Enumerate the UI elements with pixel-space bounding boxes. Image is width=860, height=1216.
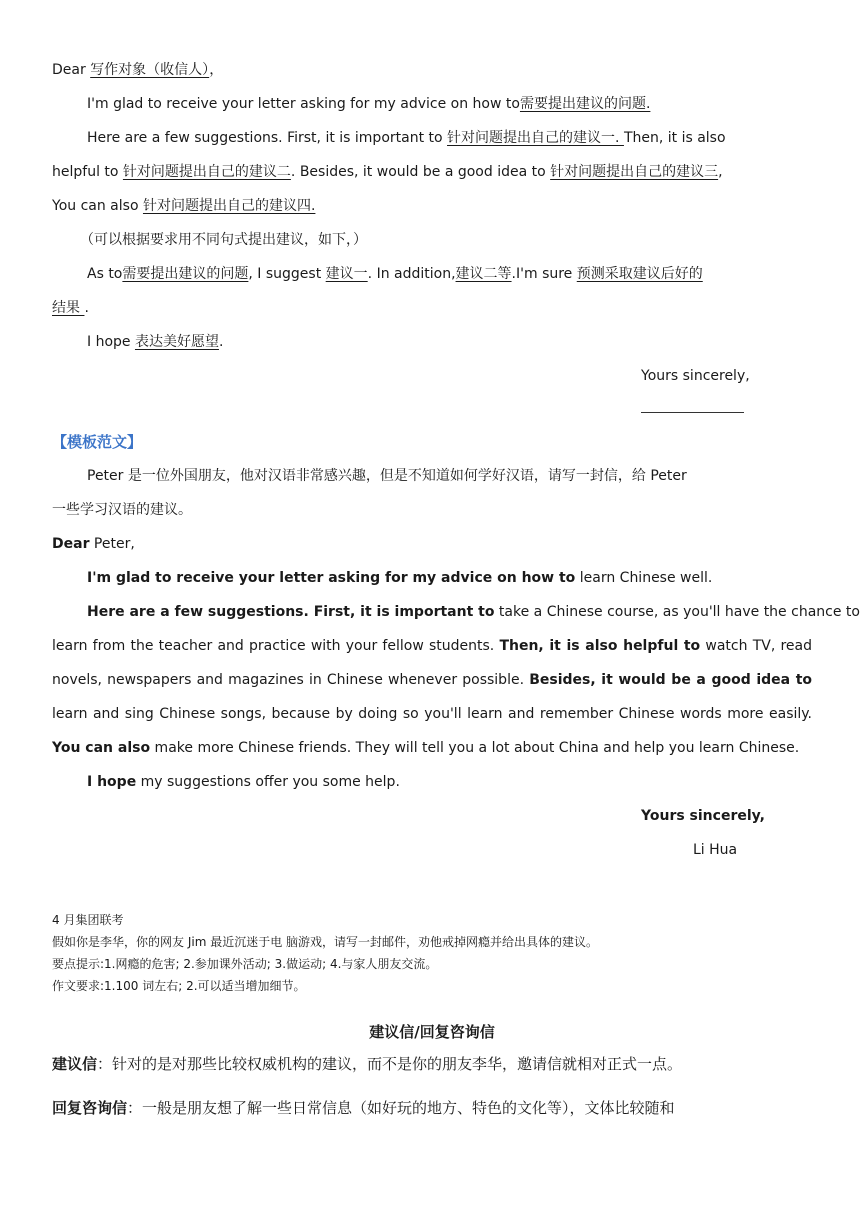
suggestion-2-placeholder: 针对问题提出自己的建议二 (122, 164, 291, 180)
sample-s3-rest: watch TV, read (700, 638, 813, 654)
exam-title: 4 月集团联考 (52, 913, 124, 927)
sample-s7 (87, 772, 812, 792)
template-p1 (87, 94, 812, 114)
exam-task: 假如你是李华，你的网友 Jim 最近沉迷于电 脑游戏，请写一封邮件，劝他戒掉网瘾并给出具体的建议。 (52, 935, 599, 949)
sample-prompt-line1: Peter 是一位外国朋友，他对汉语非常感兴趣，但是不知道如何学好汉语，请写一封信，给 Peter (87, 468, 687, 484)
template-p3 (52, 162, 812, 182)
exam-points: 要点提示:1.网瘾的危害; 2.参加课外活动; 3.做运动; 4.与家人朋友交流。 (52, 957, 438, 971)
result-placeholder-end: 结果 (52, 300, 85, 316)
template-p2-text: Here are a few suggestions. First, it is important to (87, 130, 448, 146)
result-placeholder: 预测采取建议后好的 (576, 266, 703, 282)
template-p2-end: Then, it is also (623, 130, 726, 146)
sample-closing: Yours sincerely, (641, 808, 765, 824)
sample-s3-text: learn from the teacher and practice with your fellow students. (52, 638, 500, 654)
template-note: （可以根据要求用不同句式提出建议，如下，） (80, 232, 367, 248)
sample-s2-rest: take a Chinese course, as you'll have the chance to (494, 604, 860, 620)
template-salutation (52, 60, 812, 80)
template-p7 (87, 332, 812, 352)
template-p1-text: I'm glad to receive your letter asking for my advice on how to (87, 96, 520, 112)
sample-s2 (87, 602, 860, 622)
template-p3-mid: . Besides, it would be a good idea to (290, 164, 551, 180)
recipient-placeholder: 写作对象（收信人） (90, 62, 210, 78)
wish-placeholder: 表达美好愿望 (134, 334, 219, 350)
sample-s3 (52, 636, 812, 656)
suggestion-4-placeholder: 针对问题提出自己的建议四. (142, 198, 316, 214)
template-p5-addition: . In addition, (367, 266, 456, 282)
section-line1-text: ：针对的是对那些比较权威机构的建议，而不是你的朋友李华，邀请信就相对正式一点。 (97, 1055, 683, 1073)
sample-signature-name: Li Hua (693, 842, 738, 858)
sample-s1-bold: I'm glad to receive your letter asking for my advice on how to (87, 570, 576, 586)
sample-s6-rest: make more Chinese friends. They will tell you a lot about China and help you learn Chinese. (150, 740, 800, 756)
advice-2-placeholder: 建议二等 (455, 266, 512, 282)
sample-s6 (52, 738, 812, 758)
sample-s2-bold: Here are a few suggestions. First, it is important to (87, 604, 495, 620)
sample-s3-bold: Then, it is also helpful to (499, 638, 701, 654)
template-p3-end: , (718, 164, 723, 180)
salutation-text: Dear (52, 62, 91, 78)
template-closing: Yours sincerely, (641, 368, 750, 384)
template-p5 (87, 264, 812, 284)
exam-requirements: 作文要求:1.100 词左右; 2.可以适当增加细节。 (52, 979, 306, 993)
sample-s7-bold: I hope (87, 774, 137, 790)
sample-dear: Dear (52, 536, 90, 552)
advice-1-placeholder: 建议一 (325, 266, 368, 282)
sample-s4-bold: Besides, it would be a good idea to (529, 672, 813, 688)
section-line2 (52, 1098, 812, 1118)
signature-blank-line (641, 412, 744, 413)
sample-heading: 【模板范文】 (52, 433, 143, 451)
template-p2 (87, 128, 812, 148)
template-p7-end: . (218, 334, 224, 350)
section-line2-label: 回复咨询信 (52, 1099, 128, 1117)
sample-s4-text: novels, newspapers and magazines in Chinese whenever possible. (52, 672, 530, 688)
sample-s5: learn and sing Chinese songs, because by doing so you'll learn and remember Chinese words more easily. (52, 706, 812, 722)
section-line1 (52, 1054, 812, 1074)
salutation-punct: ， (209, 62, 224, 78)
sample-prompt-line2: 一些学习汉语的建议。 (52, 502, 192, 518)
section-line1-label: 建议信 (52, 1055, 98, 1073)
sample-s6-bold: You can also (52, 740, 151, 756)
question-placeholder: 需要提出建议的问题. (519, 96, 651, 112)
sample-recipient: Peter, (89, 536, 135, 552)
sample-s1-rest: learn Chinese well. (575, 570, 713, 586)
sample-s4 (52, 670, 812, 690)
template-p4-text: You can also (52, 198, 143, 214)
template-p6 (52, 298, 812, 318)
section-line2-text: ：一般是朋友想了解一些日常信息（如好玩的地方、特色的文化等），文体比较随和 (127, 1099, 675, 1117)
template-p7-text: I hope (87, 334, 135, 350)
section-title: 建议信/回复咨询信 (369, 1023, 495, 1041)
problem-placeholder: 需要提出建议的问题 (122, 266, 249, 282)
sample-salutation (52, 534, 812, 554)
template-p4 (52, 196, 812, 216)
sample-s7-rest: my suggestions offer you some help. (136, 774, 400, 790)
suggestion-1-placeholder: 针对问题提出自己的建议一. (447, 130, 624, 146)
template-p3-text: helpful to (52, 164, 123, 180)
template-p5-text: As to (87, 266, 123, 282)
template-p6-end: . (84, 300, 89, 316)
template-p5-sure: .I'm sure (511, 266, 577, 282)
sample-s1 (87, 568, 812, 588)
suggestion-3-placeholder: 针对问题提出自己的建议三 (550, 164, 719, 180)
template-p5-suggest: , I suggest (248, 266, 326, 282)
